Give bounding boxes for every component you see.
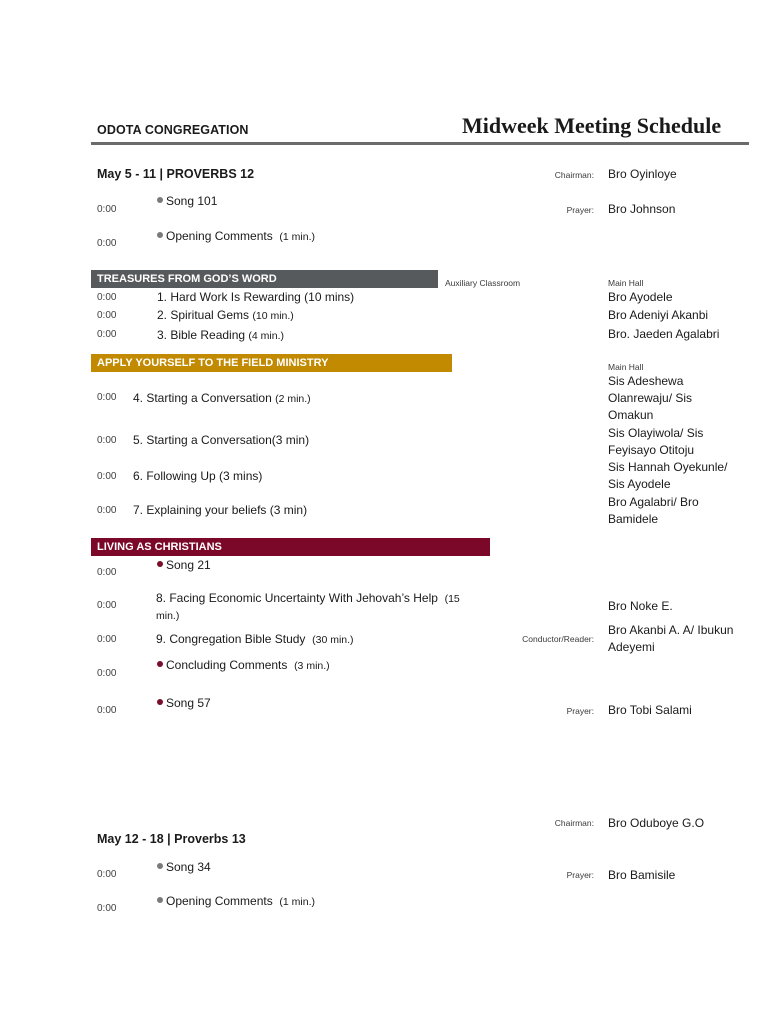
item-9-duration: (30 min.) <box>312 634 354 646</box>
apply-item-4-name-line1: Sis Adeshewa <box>608 374 684 388</box>
treasures-band: TREASURES FROM GOD’S WORD <box>91 270 438 288</box>
congregation-name: ODOTA CONGREGATION <box>97 123 249 137</box>
apply-item-4-name-line2: Olanrewaju/ Sis <box>608 391 693 405</box>
apply-item-4-time: 0:00 <box>97 392 117 403</box>
concluding-time: 0:00 <box>97 668 117 679</box>
treasures-item-1-text: 1. Hard Work Is Rewarding (10 mins) <box>157 290 355 304</box>
apply-item-7-name-line1: Bro Agalabri/ Bro <box>608 495 699 509</box>
concluding-duration: (3 min.) <box>294 660 330 672</box>
apply-item-4 <box>133 391 311 405</box>
apply-item-6-text: 6. Following Up (3 mins) <box>133 469 263 483</box>
apply-item-6-assignees <box>608 459 727 493</box>
song-close-item <box>157 696 211 710</box>
treasures-item-2-duration: (10 min.) <box>252 310 294 322</box>
treasures-item-3-duration: (4 min.) <box>248 330 284 342</box>
apply-item-7-text: 7. Explaining your beliefs (3 min) <box>133 503 308 517</box>
apply-item-5-name-line1: Sis Olayiwola/ Sis <box>608 426 704 440</box>
week2-opening-text: Opening Comments <box>166 894 273 908</box>
page-title: Midweek Meeting Schedule <box>462 113 722 138</box>
bullet-icon <box>157 232 163 238</box>
apply-item-5-time: 0:00 <box>97 435 117 446</box>
week2-opening-time: 0:00 <box>97 903 117 914</box>
treasures-item-3-time: 0:00 <box>97 329 117 340</box>
week2-heading: May 12 - 18 | Proverbs 13 <box>97 832 246 846</box>
week2-prayer-name: Bro Bamisile <box>608 868 676 882</box>
opening-time: 0:00 <box>97 238 117 249</box>
item-8-time: 0:00 <box>97 600 117 611</box>
week2-opening-duration: (1 min.) <box>279 896 315 908</box>
living-song-time: 0:00 <box>97 567 117 578</box>
apply-item-7-name-line2: Bamidele <box>608 512 659 526</box>
week1-chairman-label: Chairman: <box>554 170 594 180</box>
item-8 <box>156 590 460 625</box>
closing-prayer-name: Bro Tobi Salami <box>608 703 692 717</box>
item-8-duration: (15 <box>444 593 460 605</box>
treasures-item-1-time: 0:00 <box>97 292 117 303</box>
week2-opening-item <box>157 894 315 908</box>
week2-chairman-label: Chairman: <box>554 818 594 828</box>
apply-band: APPLY YOURSELF TO THE FIELD MINISTRY <box>91 354 452 372</box>
bullet-icon <box>157 897 163 903</box>
concluding-text: Concluding Comments <box>166 658 288 672</box>
treasures-item-3-name: Bro. Jaeden Agalabri <box>608 327 720 341</box>
apply-item-4-assignees <box>608 373 692 424</box>
treasures-item-2-time: 0:00 <box>97 310 117 321</box>
item-9-name-line1: Bro Akanbi A. A/ Ibukun <box>608 623 734 637</box>
song-open-text: Song 101 <box>166 194 218 208</box>
item-9 <box>156 632 354 646</box>
treasures-item-1 <box>157 290 354 304</box>
living-song-item <box>157 558 211 572</box>
apply-item-6-time: 0:00 <box>97 471 117 482</box>
item-9-time: 0:00 <box>97 634 117 645</box>
apply-item-5-text: 5. Starting a Conversation(3 min) <box>133 433 310 447</box>
item-9-text: 9. Congregation Bible Study <box>156 632 306 646</box>
week1-heading: May 5 - 11 | PROVERBS 12 <box>97 167 255 181</box>
apply-item-7-assignees <box>608 494 699 528</box>
opening-duration: (1 min.) <box>279 231 315 243</box>
apply-item-6-name-line2: Sis Ayodele <box>608 477 671 491</box>
concluding-item <box>157 658 330 672</box>
apply-item-6-name-line1: Sis Hannah Oyekunle/ <box>608 460 728 474</box>
item-8-duration-cont: min.) <box>156 610 180 622</box>
song-close-text: Song 57 <box>166 696 211 710</box>
opening-text: Opening Comments <box>166 229 273 243</box>
living-band: LIVING AS CHRISTIANS <box>91 538 490 556</box>
song-open-item <box>157 194 217 208</box>
treasures-item-1-name: Bro Ayodele <box>608 290 673 304</box>
treasures-item-3-text: 3. Bible Reading <box>157 328 249 342</box>
week1-prayer-name: Bro Johnson <box>608 202 676 216</box>
week2-song-item <box>157 860 211 874</box>
treasures-item-2-text: 2. Spiritual Gems <box>157 308 253 322</box>
week2-prayer-label: Prayer: <box>566 870 594 880</box>
week1-prayer-label: Prayer: <box>566 205 594 215</box>
week1-chairman-name: Bro Oyinloye <box>608 167 677 181</box>
living-song-text: Song 21 <box>166 558 211 572</box>
apply-main-hall-label: Main Hall <box>608 362 644 372</box>
opening-item <box>157 229 315 243</box>
item-8-text: 8. Facing Economic Uncertainty With Jehovah’s Help <box>156 591 438 605</box>
treasures-item-2-name: Bro Adeniyi Akanbi <box>608 308 709 322</box>
item-8-name: Bro Noke E. <box>608 599 673 613</box>
main-hall-label: Main Hall <box>608 278 644 288</box>
apply-item-5-name-line2: Feyisayo Otitoju <box>608 443 695 457</box>
bullet-icon <box>157 699 163 705</box>
week2-chairman-name: Bro Oduboye G.O <box>608 816 705 830</box>
closing-prayer-label: Prayer: <box>566 706 594 716</box>
apply-item-4-name-line3: Omakun <box>608 408 654 422</box>
header-rule <box>91 142 749 145</box>
apply-item-4-duration: (2 min.) <box>275 393 311 405</box>
bullet-icon <box>157 197 163 203</box>
treasures-item-2 <box>157 308 294 322</box>
bullet-icon <box>157 863 163 869</box>
apply-item-6 <box>133 469 262 483</box>
song-close-time: 0:00 <box>97 705 117 716</box>
conductor-reader-label: Conductor/Reader: <box>522 634 594 644</box>
bullet-icon <box>157 561 163 567</box>
week2-song-time: 0:00 <box>97 869 117 880</box>
treasures-item-3 <box>157 328 284 342</box>
apply-item-5-assignees <box>608 425 703 459</box>
song-open-time: 0:00 <box>97 204 117 215</box>
auxiliary-classroom-label: Auxiliary Classroom <box>445 278 521 288</box>
apply-item-4-text: 4. Starting a Conversation <box>133 391 276 405</box>
item-9-names <box>608 622 733 656</box>
item-9-name-line2: Adeyemi <box>608 640 655 654</box>
apply-item-7 <box>133 503 307 517</box>
apply-item-7-time: 0:00 <box>97 505 117 516</box>
week2-song-text: Song 34 <box>166 860 211 874</box>
bullet-icon <box>157 661 163 667</box>
apply-item-5 <box>133 433 309 447</box>
